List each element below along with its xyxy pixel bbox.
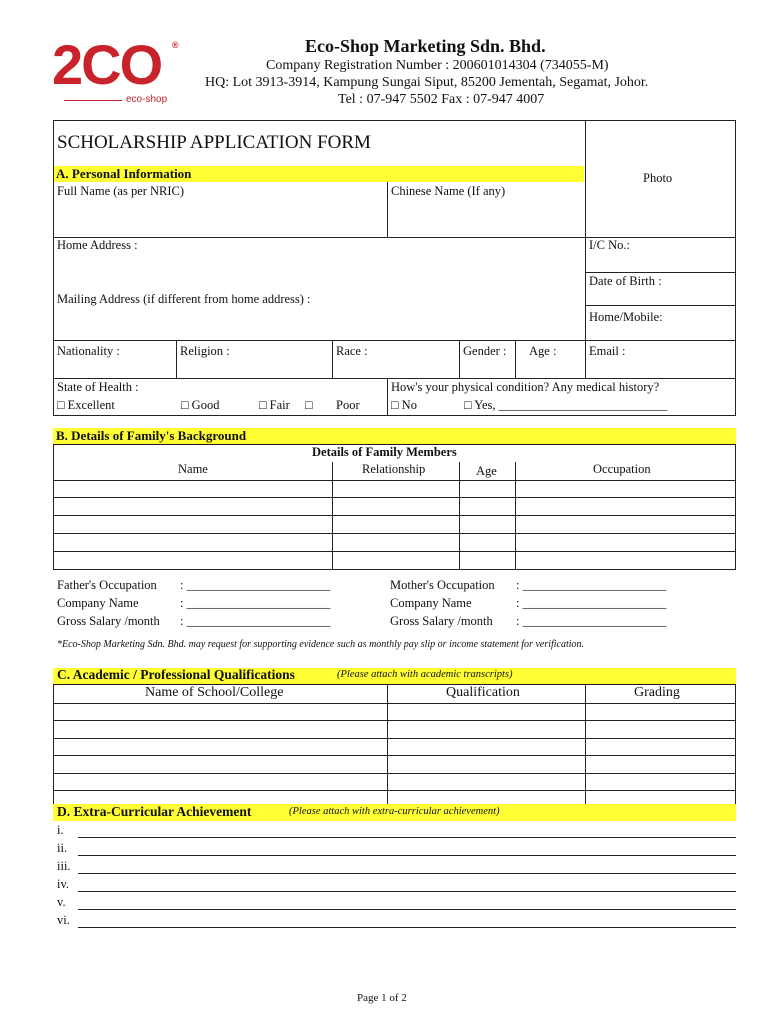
health-good-checkbox[interactable]: □ Good xyxy=(181,398,220,412)
family-row-3[interactable] xyxy=(53,533,736,534)
qual-col-qualification: Qualification xyxy=(446,685,520,700)
race-field[interactable]: Race : xyxy=(336,344,368,358)
section-c-title: C. Academic / Professional Qualifications xyxy=(57,667,295,682)
gender-field[interactable]: Gender : xyxy=(463,344,507,358)
physical-no-checkbox[interactable]: □ No xyxy=(391,398,417,412)
health-excellent-checkbox[interactable]: □ Excellent xyxy=(57,398,115,412)
section-d-note: (Please attach with extra-curricular achievement) xyxy=(289,806,500,817)
qual-row-2[interactable] xyxy=(53,738,736,739)
mother-company-label: Company Name xyxy=(390,596,472,610)
health-fair-checkbox[interactable]: □ Fair xyxy=(259,398,290,412)
home-address-field[interactable]: Home Address : xyxy=(57,238,138,252)
achievement-line-5[interactable] xyxy=(78,909,736,910)
verification-note: *Eco-Shop Marketing Sdn. Bhd. may request for supporting evidence such as monthly pay slip or income statement for verification. xyxy=(57,639,585,650)
qual-row-5[interactable] xyxy=(53,790,736,791)
achievement-line-2[interactable] xyxy=(78,855,736,856)
ic-number-field[interactable]: I/C No.: xyxy=(589,238,630,252)
email-field[interactable]: Email : xyxy=(589,344,626,358)
achievement-label-3: iii. xyxy=(57,859,71,873)
logo-underline xyxy=(64,100,122,101)
family-col-name: Name xyxy=(178,462,208,476)
section-c-note: (Please attach with academic transcripts) xyxy=(337,669,513,680)
qual-row-1[interactable] xyxy=(53,720,736,721)
company-hq-address: HQ: Lot 3913-3914, Kampung Sungai Siput, 85200 Jementah, Segamat, Johor. xyxy=(205,75,649,90)
logo-registered-mark: ® xyxy=(172,40,179,50)
health-poor-label: Poor xyxy=(336,398,360,412)
company-reg-number: Company Registration Number : 200601014304 (734055-M) xyxy=(266,58,609,73)
achievement-label-2: ii. xyxy=(57,841,68,855)
nationality-field[interactable]: Nationality : xyxy=(57,344,120,358)
form-title: SCHOLARSHIP APPLICATION FORM xyxy=(57,132,371,153)
father-occupation-field[interactable]: : _______________________ xyxy=(180,578,331,592)
qual-col-school: Name of School/College xyxy=(145,685,284,700)
achievement-label-6: vi. xyxy=(57,913,70,927)
father-salary-label: Gross Salary /month xyxy=(57,614,160,628)
physical-yes-field[interactable]: □ Yes, ___________________________ xyxy=(464,398,668,412)
qual-col-grading: Grading xyxy=(634,685,680,700)
qual-row-3[interactable] xyxy=(53,755,736,756)
section-d-title: D. Extra-Curricular Achievement xyxy=(57,804,252,819)
company-logo xyxy=(52,33,186,106)
family-row-2[interactable] xyxy=(53,515,736,516)
section-a-title: A. Personal Information xyxy=(54,166,584,182)
state-of-health-label: State of Health : xyxy=(57,380,139,394)
age-field[interactable]: Age : xyxy=(529,344,557,358)
date-of-birth-field[interactable]: Date of Birth : xyxy=(589,274,662,288)
section-a-box xyxy=(53,120,736,416)
achievement-line-3[interactable] xyxy=(78,873,736,874)
achievement-line-4[interactable] xyxy=(78,891,736,892)
mother-occupation-label: Mother's Occupation xyxy=(390,578,495,592)
logo-subtext: eco-shop xyxy=(126,94,168,105)
health-poor-checkbox[interactable]: □ xyxy=(305,398,313,412)
logo-text: 2CO xyxy=(52,33,162,96)
father-company-label: Company Name xyxy=(57,596,139,610)
physical-condition-question: How's your physical condition? Any medical history? xyxy=(391,380,660,394)
photo-placeholder: Photo xyxy=(643,171,673,185)
achievement-line-6[interactable] xyxy=(78,927,736,928)
home-mobile-field[interactable]: Home/Mobile: xyxy=(589,310,663,324)
family-col-age: Age xyxy=(476,464,497,478)
mother-salary-label: Gross Salary /month xyxy=(390,614,493,628)
achievement-line-1[interactable] xyxy=(78,837,736,838)
mother-occupation-field[interactable]: : _______________________ xyxy=(516,578,667,592)
father-occupation-label: Father's Occupation xyxy=(57,578,157,592)
family-col-relationship: Relationship xyxy=(362,462,426,476)
mother-salary-field[interactable]: : _______________________ xyxy=(516,614,667,628)
family-table-title: Details of Family Members xyxy=(312,445,457,459)
chinese-name-field[interactable]: Chinese Name (If any) xyxy=(391,184,506,198)
page-number: Page 1 of 2 xyxy=(357,992,407,1004)
religion-field[interactable]: Religion : xyxy=(180,344,230,358)
achievement-label-4: iv. xyxy=(57,877,70,891)
family-col-occupation: Occupation xyxy=(593,462,651,476)
mailing-address-field[interactable]: Mailing Address (if different from home address) : xyxy=(57,292,311,306)
achievement-label-1: i. xyxy=(57,823,64,837)
company-contact: Tel : 07-947 5502 Fax : 07-947 4007 xyxy=(338,92,545,107)
family-row-1[interactable] xyxy=(53,497,736,498)
achievement-label-5: v. xyxy=(57,895,66,909)
section-b-title: B. Details of Family's Background xyxy=(53,428,736,444)
full-name-field[interactable]: Full Name (as per NRIC) xyxy=(57,184,185,198)
family-row-4[interactable] xyxy=(53,551,736,552)
father-salary-field[interactable]: : _______________________ xyxy=(180,614,331,628)
company-name: Eco-Shop Marketing Sdn. Bhd. xyxy=(305,36,546,56)
mother-company-field[interactable]: : _______________________ xyxy=(516,596,667,610)
father-company-field[interactable]: : _______________________ xyxy=(180,596,331,610)
qual-row-4[interactable] xyxy=(53,773,736,774)
